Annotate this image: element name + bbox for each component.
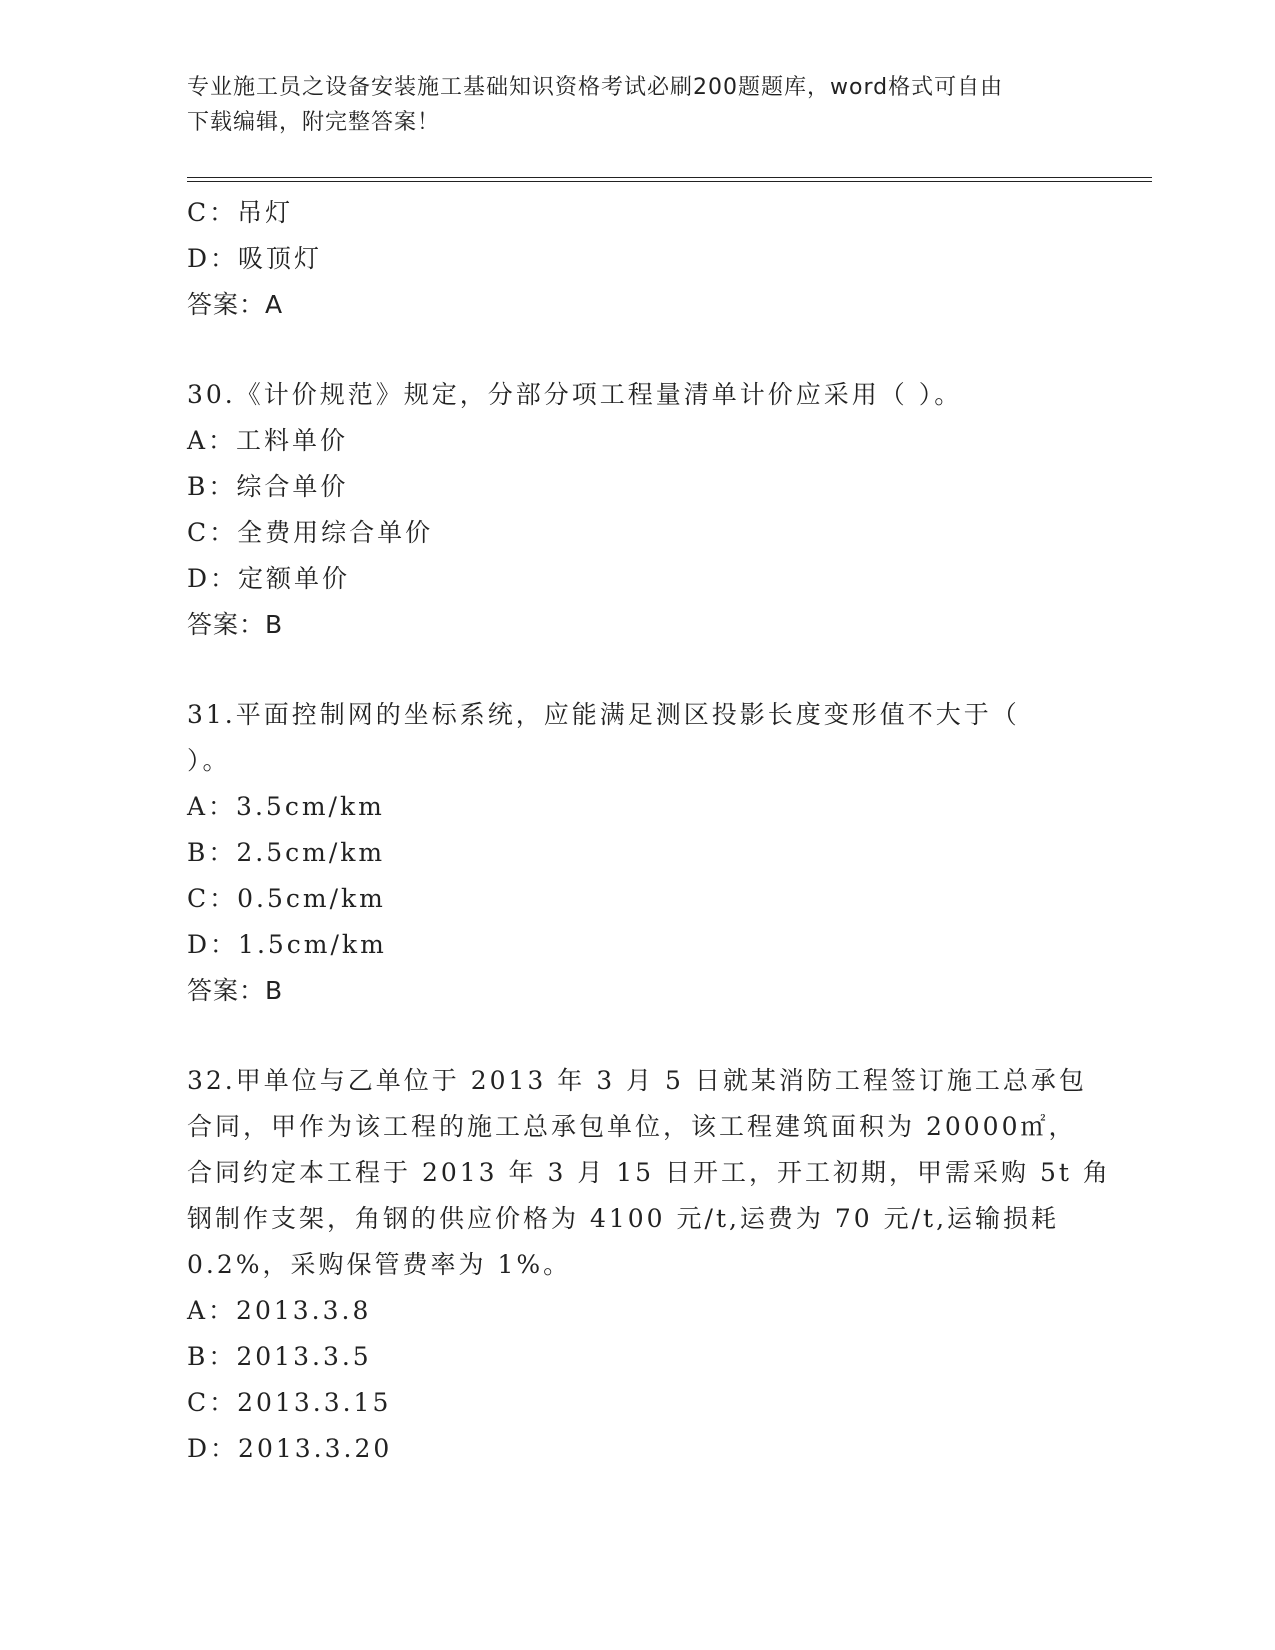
question-stem: 31.平面控制网的坐标系统，应能满足测区投影长度变形值不大于（ (187, 700, 1020, 729)
header-divider (187, 181, 1152, 182)
option-c: C：2013.3.15 (187, 1388, 392, 1417)
header-line: 专业施工员之设备安装施工基础知识资格考试必刷200题题库，word格式可自由 (187, 75, 1004, 100)
answer: 答案：B (187, 610, 284, 639)
question-30 (187, 372, 1067, 648)
option-d: D：2013.3.20 (187, 1434, 393, 1463)
question-32 (187, 1058, 1111, 1472)
question-stem: 合同，甲作为该工程的施工总承包单位，该工程建筑面积为 20000㎡， (187, 1112, 1077, 1141)
option-a: A：2013.3.8 (187, 1296, 372, 1325)
option-c: C：吊灯 (187, 198, 294, 227)
question-29 (187, 190, 1067, 328)
answer: 答案：B (187, 976, 284, 1005)
question-stem: 0.2%，采购保管费率为 1%。 (187, 1250, 572, 1279)
header-divider (187, 177, 1152, 178)
question-stem: 钢制作支架，角钢的供应价格为 4100 元/t,运费为 70 元/t,运输损耗 (187, 1204, 1060, 1233)
page-header (187, 70, 1067, 140)
option-b: B：2.5cm/km (187, 838, 386, 867)
question-stem: 32.甲单位与乙单位于 2013 年 3 月 5 日就某消防工程签订施工总承包 (187, 1066, 1087, 1095)
option-d: D：吸顶灯 (187, 244, 323, 273)
option-d: D：定额单价 (187, 564, 351, 593)
option-a: A：工料单价 (187, 426, 349, 455)
option-c: C：0.5cm/km (187, 884, 386, 913)
option-b: B：2013.3.5 (187, 1342, 372, 1371)
question-stem: 合同约定本工程于 2013 年 3 月 15 日开工，开工初期，甲需采购 5t 角 (187, 1158, 1111, 1187)
question-31 (187, 692, 1067, 1014)
option-a: A：3.5cm/km (187, 792, 385, 821)
answer: 答案：A (187, 290, 284, 319)
header-line: 下载编辑，附完整答案！ (187, 110, 441, 135)
question-list (187, 190, 1111, 1472)
option-c: C：全费用综合单价 (187, 518, 434, 547)
question-stem: ）。 (187, 746, 231, 775)
question-stem: 30.《计价规范》规定，分部分项工程量清单计价应采用（ ）。 (187, 380, 963, 409)
option-d: D：1.5cm/km (187, 930, 387, 959)
option-b: B：综合单价 (187, 472, 349, 501)
